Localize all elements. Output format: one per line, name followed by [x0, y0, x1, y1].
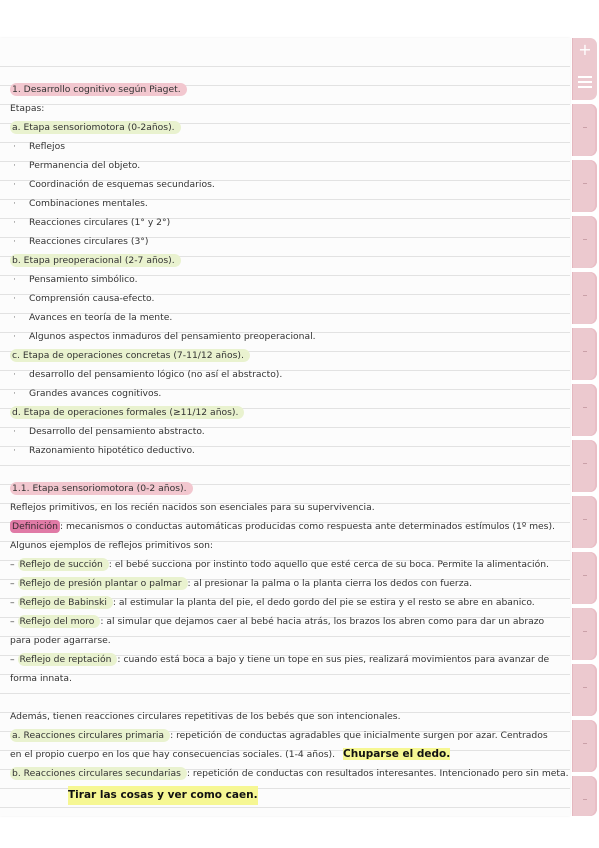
definition-line [10, 517, 560, 536]
section-tab-12[interactable] [572, 720, 597, 772]
definition-label: Definición [12, 521, 58, 532]
stage-line [10, 118, 560, 137]
text-line: Algunos ejemplos de reflejos primitivos son: [10, 540, 214, 551]
reflex-item: – Reflejo de Babinski : al estimular la planta del pie, el dedo gordo del pie se estira y el resto se abre en abanico. [10, 597, 535, 608]
heading-line [10, 479, 560, 498]
bullet-text: Grandes avances cognitivos. [29, 388, 162, 399]
stage-line [10, 346, 560, 365]
stage-line [10, 403, 560, 422]
section-heading: 1. Desarrollo cognitivo según Piaget. [10, 83, 187, 96]
bullet-item: · Reacciones circulares (1° y 2°) [13, 217, 171, 228]
section-tab-11[interactable] [572, 664, 597, 716]
tab-actions[interactable] [572, 38, 597, 100]
reflex-label: Reflejo de Babinski [18, 596, 113, 609]
bullet-item: · desarrollo del pensamiento lógico (no así el abstracto). [13, 369, 283, 380]
reflex-text: : cuando está boca a bajo y tiene un tope en sus pies, realizará movimientos para avanzar de forma innata. [10, 654, 550, 684]
reflex-label: Reflejo de succión [18, 558, 109, 571]
bullet-text: desarrollo del pensamiento lógico (no así el abstracto). [29, 369, 283, 380]
bullet-item: · Grandes avances cognitivos. [13, 388, 162, 399]
circular-reaction-item [10, 764, 569, 783]
bullet-item: · Avances en teoría de la mente. [13, 312, 173, 323]
section-tab-9[interactable] [572, 552, 597, 604]
stage-line [10, 251, 560, 270]
reflex-item: – Reflejo del moro : al simular que dejamos caer al bebé hacia atrás, los brazos los abren como para dar un abrazo para poder agarrarse. [10, 616, 545, 646]
section-tab-5[interactable] [572, 328, 597, 380]
reflex-text: : al estimular la planta del pie, el dedo gordo del pie se estira y el resto se abre en abanico. [112, 597, 535, 608]
bullet-text: Reacciones circulares (1° y 2°) [29, 217, 171, 228]
section-tab-7[interactable] [572, 440, 597, 492]
reflex-label: Reflejo de presión plantar o palmar [18, 577, 188, 590]
bullet-text: Comprensión causa-efecto. [29, 293, 155, 304]
reflex-text: : al presionar la palma o la planta cierra los dedos con fuerza. [187, 578, 473, 589]
bullet-item: · Algunos aspectos inmaduros del pensamiento preoperacional. [13, 331, 316, 342]
text-line: Etapas: [10, 103, 45, 114]
bullet-text: Coordinación de esquemas secundarios. [29, 179, 215, 190]
section-tab-6[interactable] [572, 384, 597, 436]
reflex-item: – Reflejo de reptación : cuando está boca a bajo y tiene un tope en sus pies, realizará movimientos para avanzar de forma innata. [10, 654, 550, 684]
section-tab-13[interactable] [572, 776, 597, 816]
section-tab-2[interactable] [572, 160, 597, 212]
definition-text: : mecanismos o conductas automáticas producidas como respuesta ante determinados estímulos (1º mes). [59, 521, 555, 532]
bullet-text: Combinaciones mentales. [29, 198, 148, 209]
section-heading: 1.1. Etapa sensoriomotora (0-2 años). [10, 482, 193, 495]
circular-reaction-item [10, 726, 560, 764]
bullet-text: Pensamiento simbólico. [29, 274, 138, 285]
bullet-text: Algunos aspectos inmaduros del pensamiento preoperacional. [29, 331, 316, 342]
stage-heading: a. Etapa sensoriomotora (0-2años). [10, 121, 181, 134]
section-tab-10[interactable] [572, 608, 597, 660]
circular-reaction-label: a. Reacciones circulares primaria [10, 729, 170, 742]
reflex-item: – Reflejo de succión : el bebé succiona por instinto todo aquello que esté cerca de su boca. Permite la alimentación. [10, 559, 549, 570]
notes-content [10, 80, 569, 801]
section-tab-1[interactable] [572, 104, 597, 156]
section-tab-3[interactable] [572, 216, 597, 268]
text-line: Además, tienen reacciones circulares repetitivas de los bebés que son intencionales. [10, 711, 401, 722]
reflex-label: Reflejo del moro [18, 615, 101, 628]
circular-reaction-text: : repetición de conductas agradables que inicialmente surgen por azar. Centrados en el propio cuerpo en los que hay consecuencias sociales. (1-4 años). [10, 730, 548, 760]
section-tab-4[interactable] [572, 272, 597, 324]
bullet-item: · Desarrollo del pensamiento abstracto. [13, 426, 205, 437]
circular-reaction-text: : repetición de conductas con resultados interesantes. Intencionado pero sin meta. [186, 768, 569, 779]
bullet-text: Permanencia del objeto. [29, 160, 141, 171]
bullet-item: · Comprensión causa-efecto. [13, 293, 155, 304]
bullet-item: · Reflejos [13, 141, 66, 152]
menu-icon[interactable] [578, 76, 592, 86]
reflex-text: : al simular que dejamos caer al bebé hacia atrás, los brazos los abren como para dar un abrazo para poder agarrarse. [10, 616, 545, 646]
bullet-item: · Coordinación de esquemas secundarios. [13, 179, 215, 190]
bullet-item: · Permanencia del objeto. [13, 160, 141, 171]
bullet-text: Desarrollo del pensamiento abstracto. [29, 426, 205, 437]
bullet-item: · Combinaciones mentales. [13, 198, 148, 209]
reflex-label: Reflejo de reptación [18, 653, 118, 666]
bullet-item: · Razonamiento hipotético deductivo. [13, 445, 195, 456]
text-line: Reflejos primitivos, en los recién nacidos son esenciales para su supervivencia. [10, 502, 375, 513]
bullet-text: Reacciones circulares (3°) [29, 236, 149, 247]
plus-icon[interactable]: + [578, 40, 592, 59]
heading-line [10, 80, 560, 99]
stage-heading: d. Etapa de operaciones formales (≥11/12 años). [10, 406, 244, 419]
bullet-text: Razonamiento hipotético deductivo. [29, 445, 195, 456]
bullet-item: · Pensamiento simbólico. [13, 274, 138, 285]
stage-heading: c. Etapa de operaciones concretas (7-11/12 años). [10, 349, 250, 362]
bullet-text: Reflejos [29, 141, 66, 152]
example-note: Chuparse el dedo. [343, 748, 451, 760]
reflex-item: – Reflejo de presión plantar o palmar : al presionar la palma o la planta cierra los dedos con fuerza. [10, 578, 473, 589]
bullet-item: · Reacciones circulares (3°) [13, 236, 149, 247]
section-tabs [572, 38, 599, 816]
example-note: Tirar las cosas y ver como caen. [68, 786, 258, 805]
circular-reaction-label: b. Reacciones circulares secundarias [10, 767, 187, 780]
bullet-text: Avances en teoría de la mente. [29, 312, 173, 323]
section-tab-8[interactable] [572, 496, 597, 548]
stage-heading: b. Etapa preoperacional (2-7 años). [10, 254, 181, 267]
reflex-text: : el bebé succiona por instinto todo aquello que esté cerca de su boca. Permite la alimentación. [108, 559, 549, 570]
